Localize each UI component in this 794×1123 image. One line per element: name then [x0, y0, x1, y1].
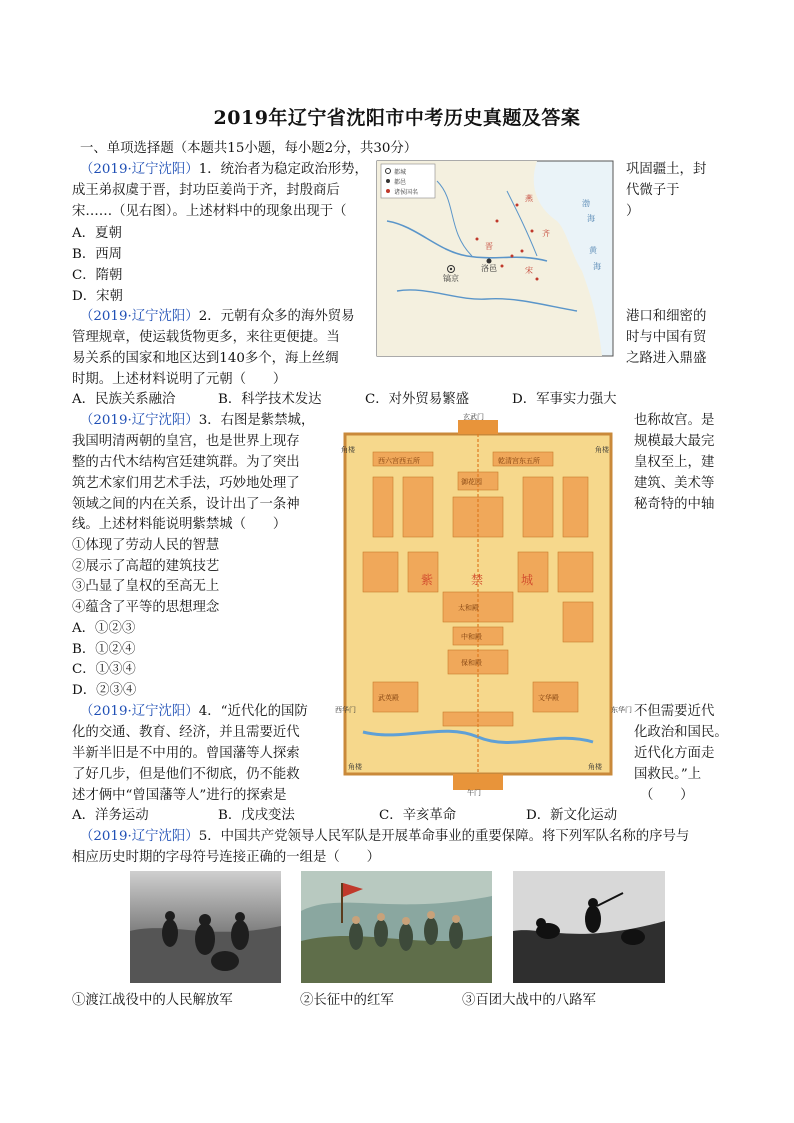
- q3-line2-right: 规模最大最完: [634, 434, 715, 449]
- q4-line3: 半新半旧是不中用的。曾国藩等人探索: [72, 746, 300, 761]
- q4-line3-right: 近代化方面走: [634, 746, 715, 761]
- palace-label-zi: 紫: [421, 573, 434, 587]
- map-label-qi: 齐: [542, 229, 550, 238]
- forbidden-city-plan: [333, 412, 632, 797]
- map-legend-city: 都邑: [394, 179, 407, 186]
- photo-hundred-regiments: [513, 871, 665, 983]
- q2-line3: 易关系的国家和地区达到140多个，海上丝绸: [72, 351, 339, 366]
- palace-label-garden: 御花园: [461, 478, 482, 486]
- q1-line2: 成王弟叔虞于晋，封功臣姜尚于齐，封殷商后: [72, 183, 340, 198]
- photo-crossing-river: [130, 871, 281, 983]
- map-label-sea-bo: 渤: [582, 199, 590, 208]
- q3-option-d: D．②③④: [72, 683, 137, 698]
- corner-tower-tl: 角楼: [341, 446, 355, 454]
- q1-line1: （2019·辽宁沈阳）1．统治者为稳定政治形势，: [80, 162, 368, 177]
- gate-xuanwu: 玄武门: [463, 413, 484, 421]
- q2-source: （2019·辽宁沈阳）: [80, 309, 199, 324]
- palace-label-zhonghe: 中和殿: [461, 633, 482, 641]
- q3-line1-right: 也称故宫。是: [634, 413, 715, 428]
- map-label-yan: 燕: [525, 194, 533, 203]
- q5-source: （2019·辽宁沈阳）: [80, 829, 199, 844]
- q4-line4: 了好几步，但是他们不彻底，仍不能救: [72, 767, 300, 782]
- q1-option-b: B．西周: [72, 247, 123, 262]
- palace-label-jin: 禁: [471, 573, 484, 587]
- palace-label-wenhua: 文华殿: [538, 694, 559, 702]
- map-label-sea-hai2: 海: [593, 262, 601, 271]
- map-legend-capital: 都城: [394, 169, 407, 176]
- caption-photo-3: ③百团大战中的八路军: [462, 993, 596, 1008]
- q3-item-4: ④蕴含了平等的思想理念: [72, 600, 220, 615]
- q3-line6: 线。上述材料能说明紫禁城（ ）: [72, 517, 287, 532]
- q4-line2: 化的交通、教育、经济，并且需要近代: [72, 725, 300, 740]
- q5-line1: （2019·辽宁沈阳）5．中国共产党领导人民军队是开展革命事业的重要保障。将下列军队名称的序号与: [80, 829, 690, 844]
- q3-option-c: C．①③④: [72, 662, 136, 677]
- q3-item-1: ①体现了劳动人民的智慧: [72, 538, 220, 553]
- q3-line5-right: 秘奇特的中轴: [634, 497, 715, 512]
- map-label-jin: 晋: [485, 242, 493, 251]
- q1-line1-right: 巩固疆土，封: [626, 162, 707, 177]
- page-title: 2019年辽宁省沈阳市中考历史真题及答案: [213, 107, 581, 129]
- q2-option-b: B．科学技术发达: [218, 392, 322, 407]
- q3-source: （2019·辽宁沈阳）: [80, 413, 199, 428]
- gate-donghua: 东华门: [611, 706, 632, 714]
- q1-line3: 宋……（见右图）。上述材料中的现象出现于（: [72, 204, 347, 219]
- q3-line1: （2019·辽宁沈阳）3．右图是紫禁城，: [80, 413, 315, 428]
- q4-line1: （2019·辽宁沈阳）4．“近代化的国防: [80, 704, 308, 719]
- q4-option-d: D．新文化运动: [526, 808, 618, 823]
- q3-line4: 筑艺术家们用艺术手法，巧妙地处理了: [72, 476, 300, 491]
- q4-option-c: C．辛亥革命: [379, 808, 457, 823]
- q3-line3: 整的古代木结构宫廷建筑群。为了突出: [72, 455, 300, 470]
- q4-line5-right: （ ）: [640, 788, 694, 803]
- q1-line2-right: 代微子于: [626, 183, 680, 198]
- q3-line5: 领域之间的内在关系，设计出了一条神: [72, 497, 300, 512]
- q4-line1-right: 不但需要近代: [634, 704, 715, 719]
- q3-item-3: ③凸显了皇权的至高无上: [72, 579, 220, 594]
- map-label-sea-huang: 黄: [589, 246, 597, 255]
- q2-option-a: A．民族关系融洽: [72, 392, 176, 407]
- map-label-sea-hai1: 海: [587, 214, 595, 223]
- q4-source: （2019·辽宁沈阳）: [80, 704, 199, 719]
- corner-tower-br: 角楼: [588, 763, 602, 771]
- palace-label-wuying: 武英殿: [378, 694, 399, 702]
- q2-line2: 管理规章，使运载货物更多，来往更便捷。当: [72, 330, 340, 345]
- map-label-haojing: 镐京: [443, 274, 459, 283]
- q2-line3-right: 之路进入鼎盛: [626, 351, 707, 366]
- q3-line4-right: 建筑、美术等: [634, 476, 715, 491]
- q4-option-a: A．洋务运动: [72, 808, 149, 823]
- q2-line1: （2019·辽宁沈阳）2．元朝有众多的海外贸易: [80, 309, 355, 324]
- palace-label-cheng: 城: [521, 573, 534, 587]
- corner-tower-bl: 角楼: [348, 763, 362, 771]
- corner-tower-tr: 角楼: [595, 446, 609, 454]
- map-label-song: 宋: [525, 266, 533, 275]
- palace-label-taihe: 太和殿: [458, 604, 479, 612]
- q1-line3-right: ）: [626, 204, 640, 219]
- q2-line4: 时期。上述材料说明了元朝（ ）: [72, 372, 287, 387]
- palace-label-east: 乾清宫东五所: [498, 457, 540, 465]
- western-zhou-map: [377, 161, 613, 356]
- q1-option-c: C．隋朝: [72, 268, 123, 283]
- palace-label-baohe: 保和殿: [461, 659, 482, 667]
- q3-item-2: ②展示了高超的建筑技艺: [72, 559, 220, 574]
- q4-line2-right: 化政治和国民。: [634, 725, 728, 740]
- q1-option-a: A．夏朝: [72, 226, 122, 241]
- section-heading: 一、单项选择题（本题共15小题，每小题2分，共30分）: [80, 141, 418, 156]
- q3-line2: 我国明清两朝的皇宫，也是世界上现存: [72, 434, 300, 449]
- q1-option-d: D．宋朝: [72, 289, 123, 304]
- q4-option-b: B．戊戌变法: [218, 808, 295, 823]
- photo-long-march: [301, 871, 492, 983]
- q3-option-b: B．①②④: [72, 642, 136, 657]
- caption-photo-1: ①渡江战役中的人民解放军: [72, 993, 233, 1008]
- map-legend-state: 诸侯国名: [394, 189, 419, 196]
- q4-line4-right: 国救民。”上: [634, 767, 702, 782]
- gate-wumen: 午门: [467, 789, 481, 797]
- q3-line3-right: 皇权至上，建: [634, 455, 715, 470]
- map-label-luoyi: 洛邑: [481, 264, 497, 273]
- q1-source: （2019·辽宁沈阳）: [80, 162, 199, 177]
- gate-xihua: 西华门: [335, 706, 356, 714]
- q2-line1-right: 港口和细密的: [626, 309, 707, 324]
- palace-label-west: 西六宫西五所: [378, 457, 420, 465]
- q2-option-c: C．对外贸易繁盛: [365, 392, 469, 407]
- q2-option-d: D．军事实力强大: [512, 392, 617, 407]
- q2-line2-right: 时与中国有贸: [626, 330, 707, 345]
- q3-option-a: A．①②③: [72, 621, 136, 636]
- q5-line2: 相应历史时期的字母符号连接正确的一组是（ ）: [72, 850, 380, 865]
- caption-photo-2: ②长征中的红军: [300, 993, 394, 1008]
- q4-line5: 述才俩中“曾国藩等人”进行的探索是: [72, 788, 287, 803]
